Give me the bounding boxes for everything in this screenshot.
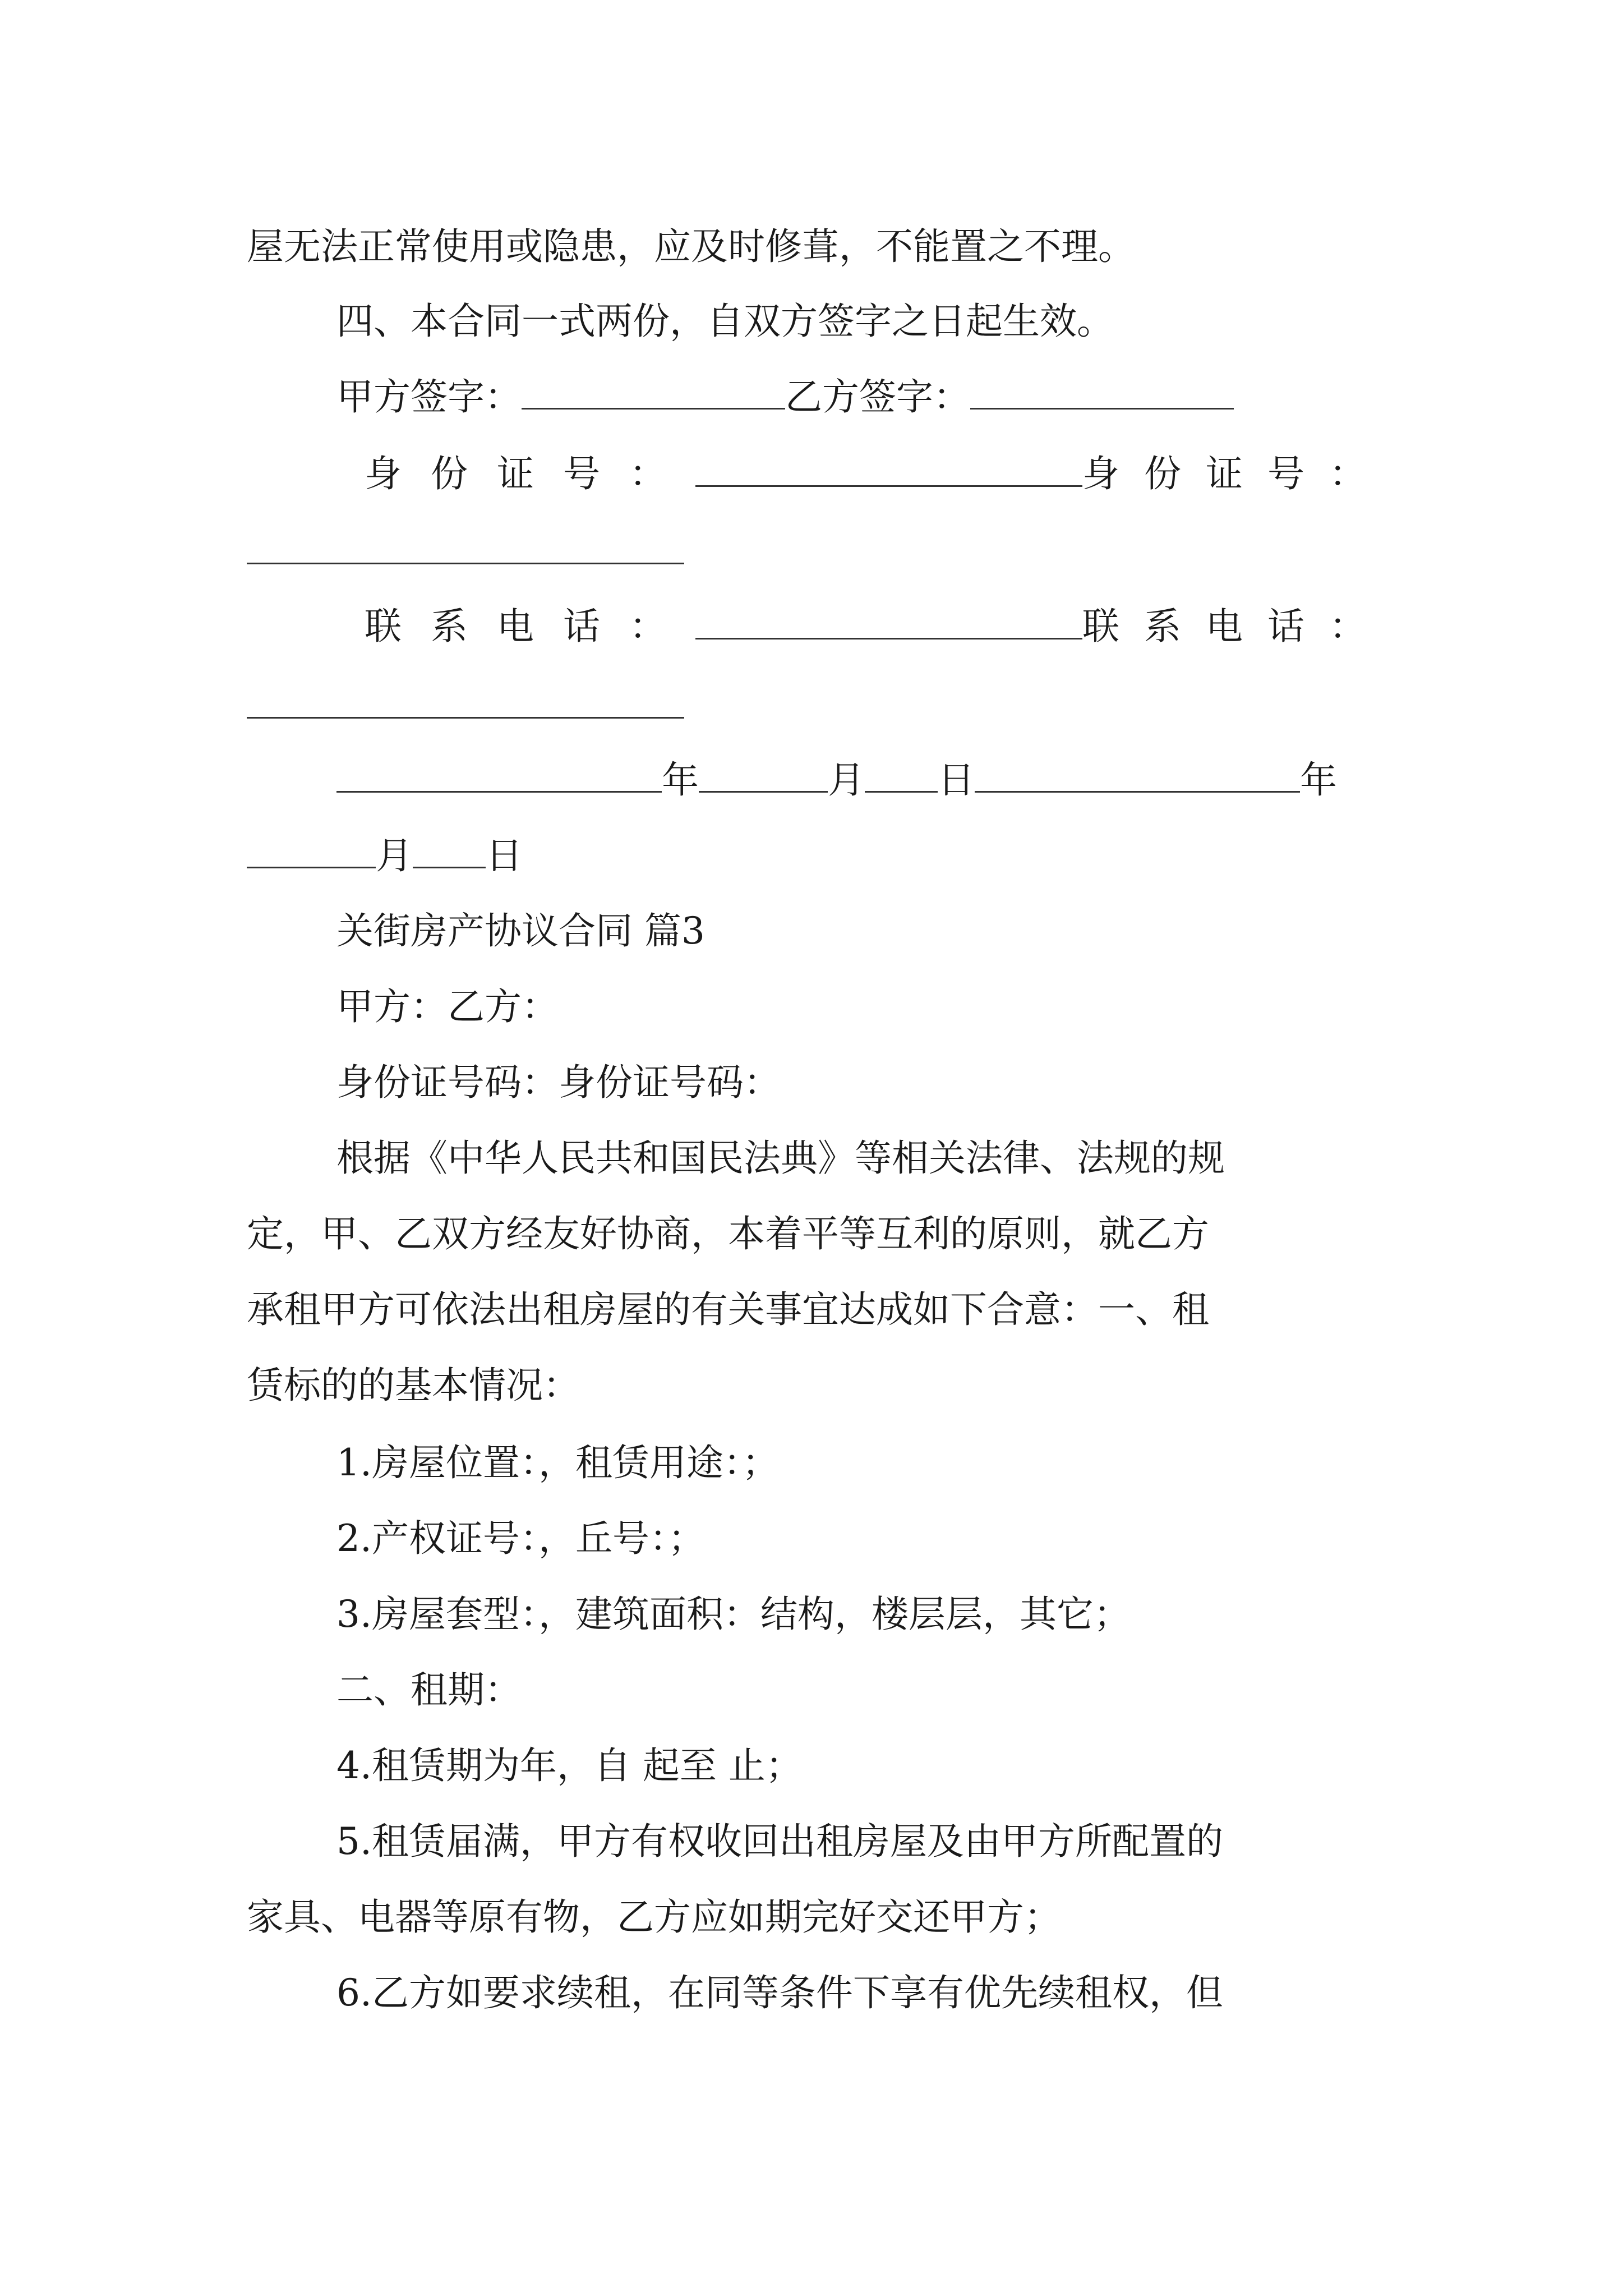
- day-label: 日: [486, 834, 523, 877]
- clause-item: 4.租赁期为年，自 起至 止；: [336, 1744, 803, 1787]
- party-a-id-blank: [695, 452, 1082, 487]
- section-heading: 二、租期：: [336, 1668, 522, 1711]
- clause-effective: 四、本合同一式两份，自双方签字之日起生效。: [336, 300, 1114, 343]
- party-a-phone-label: 联系电话：: [365, 605, 695, 648]
- party-a-signature-label: 甲方签字：: [336, 375, 522, 418]
- day-label: 日: [938, 758, 975, 802]
- party-b-day-blank: [413, 833, 486, 868]
- party-b-month-blank: [247, 833, 376, 868]
- section-heading: 关街房产协议合同 篇3: [336, 909, 705, 953]
- id-number-line: [365, 452, 1391, 496]
- text-line: 屋无法正常使用或隐患，应及时修葺，不能置之不理。: [247, 225, 1135, 268]
- party-a-year-blank: [336, 757, 662, 793]
- party-b-signature-label: 乙方签字：: [785, 375, 970, 418]
- clause-item: 3.房屋套型：，建筑面积：结构，楼层层，其它；: [336, 1593, 1131, 1636]
- party-b-id-label: 身份证号：: [1082, 452, 1391, 495]
- clause-item: 家具、电器等原有物，乙方应如期完好交还甲方；: [247, 1895, 1061, 1939]
- month-label: 月: [828, 758, 865, 802]
- party-b-id-blank: [247, 563, 684, 564]
- preamble-line: 赁标的的基本情况：: [247, 1364, 580, 1407]
- party-a-day-blank: [865, 757, 938, 793]
- preamble-line: 根据《中华人民共和国民法典》等相关法律、法规的规: [336, 1137, 1225, 1180]
- party-a-id-label: 身份证号：: [365, 452, 695, 495]
- party-a-signature-blank: [522, 374, 785, 409]
- clause-item: 5.租赁届满，甲方有权收回出租房屋及由甲方所配置的: [336, 1820, 1223, 1863]
- month-label: 月: [376, 834, 413, 877]
- clause-item: 2.产权证号：，丘号：；: [336, 1517, 705, 1560]
- clause-item: 1.房屋位置：，租赁用途：；: [336, 1441, 779, 1484]
- party-a-month-blank: [699, 757, 828, 793]
- clause-item: 6.乙方如要求续租，在同等条件下享有优先续租权，但: [336, 1971, 1223, 2014]
- parties-line: 甲方：乙方：: [336, 985, 559, 1028]
- party-a-phone-blank: [695, 604, 1082, 639]
- party-b-signature-blank: [970, 374, 1234, 409]
- party-b-year-blank: [975, 757, 1300, 793]
- year-label: 年: [1300, 758, 1337, 802]
- preamble-line: 定，甲、乙双方经友好协商，本着平等互利的原则，就乙方: [247, 1212, 1209, 1255]
- date-line: [336, 757, 1337, 803]
- signature-line: [336, 374, 1234, 420]
- party-b-phone-label: 联系电话：: [1082, 605, 1391, 648]
- id-numbers-line: 身份证号码：身份证号码：: [336, 1061, 781, 1104]
- preamble-line: 承租甲方可依法出租房屋的有关事宜达成如下合意：一、租: [247, 1288, 1209, 1331]
- date-line-continued: [247, 833, 523, 878]
- year-label: 年: [662, 758, 699, 802]
- party-b-phone-blank: [247, 717, 684, 719]
- phone-line: [365, 604, 1391, 649]
